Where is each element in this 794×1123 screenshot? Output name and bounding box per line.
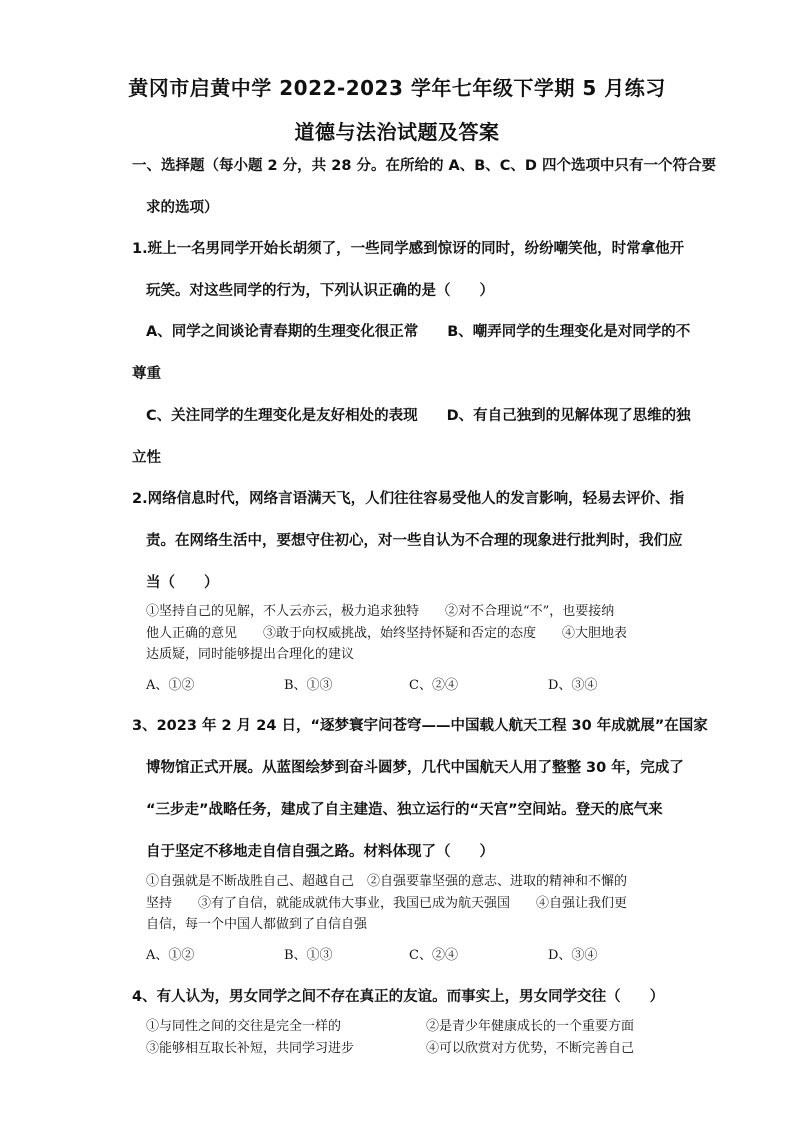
q3-choice-b: B、①③	[284, 948, 333, 963]
q4-item-3: ③能够相互取长补短，共同学习进步	[146, 1041, 355, 1056]
q1-stem-line2: 玩笑。对这些同学的行为，下列认识正确的是（ ）	[146, 283, 494, 299]
q2-stem-line2: 责。在网络生活中，要想守住初心，对一些自认为不合理的现象进行批判时，我们应	[146, 533, 683, 549]
q2-stem-line3: 当（ ）	[146, 575, 219, 591]
q3-stem-line4: 自于坚定不移地走自信自强之路。材料体现了（ ）	[146, 844, 494, 860]
q3-stem-line3: “三步走”战略任务，建成了自主建造、独立运行的“天宫”空间站。登天的底气来	[146, 802, 663, 818]
q3-stem-line2: 博物馆正式开展。从蓝图绘梦到奋斗圆梦，几代中国航天人用了整整 30 年，完成了	[146, 760, 684, 776]
q2-choice-b: B、①③	[284, 678, 333, 693]
q4-item-2: ②是青少年健康成长的一个重要方面	[426, 1019, 635, 1034]
q2-stem-line1: 2.网络信息时代，网络言语满天飞，人们往往容易受他人的发言影响，轻易去评价、指	[132, 491, 685, 507]
q2-items-line2: 他人正确的意见 ③敢于向权威挑战，始终坚持怀疑和否定的态度 ④大胆地表	[146, 626, 628, 641]
q3-stem-line1: 3、2023 年 2 月 24 日，“逐梦寰宇问苍穹——中国载人航天工程 30 年成就展”在国家	[132, 718, 708, 734]
q4-item-1: ①与同性之间的交往是完全一样的	[146, 1019, 342, 1034]
q3-choice-a: A、①②	[146, 948, 195, 963]
section-heading-cont: 求的选项）	[146, 200, 219, 216]
q1-options-ab: A、同学之间谈论青春期的生理变化很正常 B、嘲弄同学的生理变化是对同学的不	[146, 324, 691, 340]
q2-choice-a: A、①②	[146, 678, 195, 693]
document-title-line2: 道德与法治试题及答案	[294, 120, 500, 144]
q1-stem-line1: 1.班上一名男同学开始长胡须了，一些同学感到惊讶的同时，纷纷嘲笑他，时常拿他开	[132, 241, 685, 257]
q1-options-ab-cont: 尊重	[132, 366, 161, 382]
q3-choice-d: D、③④	[548, 948, 598, 963]
q1-options-cd: C、关注同学的生理变化是友好相处的表现 D、有自己独到的见解体现了思维的独	[146, 408, 691, 424]
document-title-line1: 黄冈市启黄中学 2022-2023 学年七年级下学期 5 月练习	[128, 76, 666, 100]
q2-choice-c: C、②④	[409, 678, 458, 693]
q3-items-line2: 坚持 ③有了自信，就能成就伟大事业，我国已成为航天强国 ④自强让我们更	[146, 896, 628, 911]
q3-items-line1: ①自强就是不断战胜自己、超越自己 ②自强要靠坚强的意志、进取的精神和不懈的	[146, 874, 628, 889]
section-heading: 一、选择题（每小题 2 分，共 28 分。在所给的 A、B、C、D 四个选项中只有一个符合要	[132, 158, 717, 174]
q4-stem-line1: 4、有人认为，男女同学之间不存在真正的友谊。而事实上，男女同学交往（ ）	[132, 989, 665, 1005]
q1-options-cd-cont: 立性	[132, 450, 161, 466]
q3-choice-c: C、②④	[409, 948, 458, 963]
q2-choice-d: D、③④	[548, 678, 598, 693]
q3-items-line3: 自信，每一个中国人都做到了自信自强	[146, 917, 368, 932]
q4-item-4: ④可以欣赏对方优势，不断完善自己	[426, 1041, 635, 1056]
q2-items-line3: 达质疑，同时能够提出合理化的建议	[146, 647, 355, 662]
q2-items-line1: ①坚持自己的见解，不人云亦云，极力追求独特 ②对不合理说“不”，也要接纳	[146, 604, 615, 619]
